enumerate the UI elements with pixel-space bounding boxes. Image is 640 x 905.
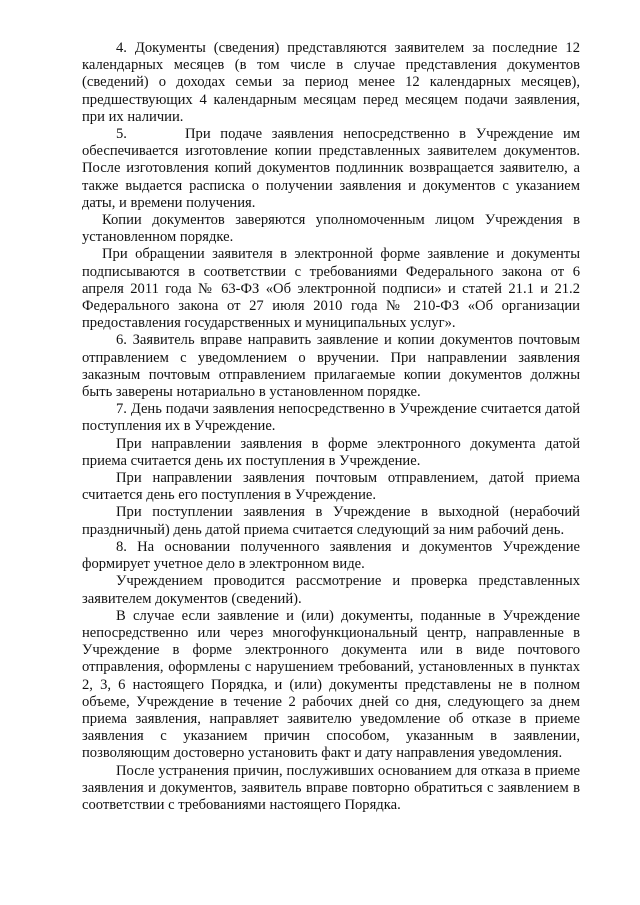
paragraph-6-postal-submission: 6. Заявитель вправе направить заявление и копии документов почтовым отправлением с уведомлением о вручении. При направлении заявления заказным почтовым отправлением прилагаемые копии документов должны быть заверены нотариально в установленном порядке.: [82, 332, 580, 401]
paragraph-electronic-submission: При обращении заявителя в электронной форме заявление и документы подписываются в соответствии с требованиями Федерального закона от 6 апреля 2011 года № 63-ФЗ «Об электронной подписи» и статей 21.1 и 21.2 Федерального закона от 27 июля 2010 года № 210-ФЗ «Об организации предоставления государственных и муниципальных услуг».: [82, 246, 580, 332]
document-page: [82, 40, 584, 814]
paragraph-postal-date: При направлении заявления почтовым отправлением, датой приема считается день его поступления в Учреждение.: [82, 470, 580, 504]
paragraph-4-documents-period: 4. Документы (сведения) представляются заявителем за последние 12 календарных месяцев (в том числе в случае представления документов (сведений) о доходах семьи за период менее 12 календарных месяцев), предшествующих 4 календарным месяцам перед месяцем подачи заявления, при их наличии.: [82, 40, 580, 125]
paragraph-7-submission-date: 7. День подачи заявления непосредственно в Учреждение считается датой поступления их в Учреждение.: [82, 401, 580, 435]
paragraph-holiday-date: При поступлении заявления в Учреждение в выходной (нерабочий праздничный) день датой приема считается следующий за ним рабочий день.: [82, 504, 580, 538]
paragraph-refusal-notice: В случае если заявление и (или) документы, поданные в Учреждение непосредственно или через многофункциональный центр, направленные в Учреждение в форме электронного документа или в виде почтового отправления, оформлены с нарушением требований, установленных в пунктах 2, 3, 6 настоящего Порядка, и (или) документы представлены не в полном объеме, Учреждение в течение 2 рабочих дней со дня, следующего за днем приема заявления, направляет заявителю уведомление об отказе в приеме заявления с указанием причин способом, указанным в заявлении, позволяющим достоверно установить факт и дату направления уведомления.: [82, 607, 580, 762]
paragraph-5-document-copies: 5. При подаче заявления непосредственно в Учреждение им обеспечивается изготовление копии представленных заявителем документов. После изготовления копий документов подлинник возвращается заявителю, а также выдается расписка о получении заявления и документов с указанием даты, и времени получения.: [82, 126, 584, 211]
paragraph-8-electronic-file: 8. На основании полученного заявления и документов Учреждение формирует учетное дело в электронном виде.: [82, 538, 580, 573]
paragraph-verification: Учреждением проводится рассмотрение и проверка представленных заявителем документов (сведений).: [82, 573, 580, 607]
paragraph-electronic-date: При направлении заявления в форме электронного документа датой приема считается день их поступления в Учреждение.: [82, 435, 580, 469]
paragraph-copies-certification: Копии документов заверяются уполномоченным лицом Учреждения в установленном порядке.: [82, 212, 580, 246]
paragraph-resubmission: После устранения причин, послуживших основанием для отказа в приеме заявления и документов, заявитель вправе повторно обратиться с заявлением в соответствии с требованиями настоящего Порядка.: [82, 762, 580, 813]
